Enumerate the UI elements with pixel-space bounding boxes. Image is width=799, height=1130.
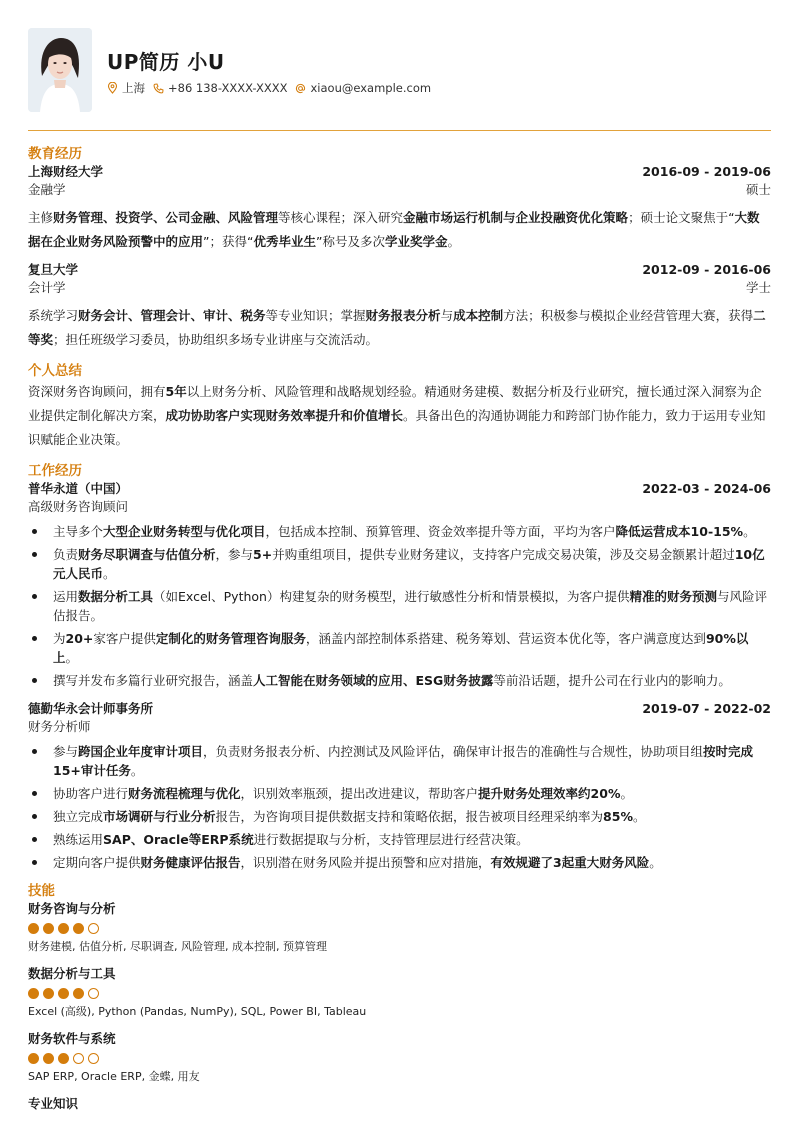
skill-description: SAP ERP, Oracle ERP, 金蝶, 用友 xyxy=(28,1070,200,1083)
school-name: 复旦大学 xyxy=(28,262,79,277)
company-name: 德勤华永会计师事务所 xyxy=(28,701,154,716)
skill-level-rating xyxy=(28,923,771,934)
header-divider xyxy=(28,130,771,131)
education-entry xyxy=(28,261,771,352)
education-description: 主修财务管理、投资学、公司金融、风险管理等核心课程；深入研究金融市场运行机制与企业投融资优化策略；硕士论文聚焦于“大数据在企业财务风险预警中的应用”；获得“优秀毕业生”称号及多次学业奖学金。 xyxy=(28,210,760,249)
list-item: 负责财务尽职调查与估值分析，参与5+并购重组项目，提供专业财务建议，支持客户完成交易决策，涉及交易金额累计超过10亿元人民币。 xyxy=(28,545,771,583)
skill-item xyxy=(28,1095,771,1113)
skill-level-rating xyxy=(28,1053,771,1064)
avatar xyxy=(28,28,92,112)
list-item: 定期向客户提供财务健康评估报告，识别潜在财务风险并提出预警和应对措施，有效规避了3起重大财务风险。 xyxy=(28,853,771,872)
location-text: 上海 xyxy=(122,81,145,95)
contact-info xyxy=(107,80,431,96)
rating-dot-filled xyxy=(58,988,69,999)
location-item xyxy=(107,80,145,96)
rating-dot-filled xyxy=(58,1053,69,1064)
list-item: 撰写并发布多篇行业研究报告，涵盖人工智能在财务领域的应用、ESG财务披露等前沿话题，提升公司在行业内的影响力。 xyxy=(28,671,771,690)
skill-level-rating xyxy=(28,988,771,999)
list-item: 为20+家客户提供定制化的财务管理咨询服务，涵盖内部控制体系搭建、税务筹划、营运资本优化等，客户满意度达到90%以上。 xyxy=(28,629,771,667)
rating-dot-empty xyxy=(88,988,99,999)
portrait-image xyxy=(28,28,92,112)
phone-item xyxy=(153,81,287,95)
rating-dot-filled xyxy=(73,988,84,999)
skill-description: Excel (高级), Python (Pandas, NumPy), SQL, Power BI, Tableau xyxy=(28,1005,367,1018)
list-item: 参与跨国企业年度审计项目，负责财务报表分析、内控测试及风险评估，确保审计报告的准确性与合规性，协助项目组按时完成15+审计任务。 xyxy=(28,742,771,780)
candidate-name: UP简历 小U xyxy=(107,50,225,74)
phone-text: +86 138-XXXX-XXXX xyxy=(168,81,288,95)
section-title-skills: 技能 xyxy=(28,883,55,899)
rating-dot-empty xyxy=(88,1053,99,1064)
skill-name: 数据分析与工具 xyxy=(28,966,116,981)
job-title: 财务分析师 xyxy=(28,719,91,734)
rating-dot-filled xyxy=(28,923,39,934)
summary-text: 资深财务咨询顾问，拥有5年以上财务分析、风险管理和战略规划经验。精通财务建模、数据分析及行业研究，擅长通过深入洞察为企业提供定制化解决方案，成功协助客户实现财务效率提升和价值增长。具备出色的沟通协调能力和跨部门协作能力，致力于运用专业知识赋能企业决策。 xyxy=(28,384,766,447)
job-title: 高级财务咨询顾问 xyxy=(28,499,129,514)
skill-item xyxy=(28,900,771,955)
list-item: 主导多个大型企业财务转型与优化项目，包括成本控制、预算管理、资金效率提升等方面，平均为客户降低运营成本10-15%。 xyxy=(28,522,771,541)
rating-dot-empty xyxy=(88,923,99,934)
rating-dot-filled xyxy=(43,1053,54,1064)
at-sign-icon xyxy=(295,83,306,94)
rating-dot-filled xyxy=(58,923,69,934)
skill-item xyxy=(28,1030,771,1085)
major: 会计学 xyxy=(28,280,66,295)
work-bullets xyxy=(28,742,771,872)
rating-dot-filled xyxy=(28,988,39,999)
list-item: 独立完成市场调研与行业分析报告，为咨询项目提供数据支持和策略依据，报告被项目经理采纳率为85%。 xyxy=(28,807,771,826)
rating-dot-filled xyxy=(73,923,84,934)
skill-description: 财务建模, 估值分析, 尽职调查, 风险管理, 成本控制, 预算管理 xyxy=(28,940,327,953)
school-name: 上海财经大学 xyxy=(28,164,104,179)
skill-name: 财务软件与系统 xyxy=(28,1031,116,1046)
date-range: 2019-07 - 2022-02 xyxy=(642,701,771,716)
work-entry xyxy=(28,480,771,690)
company-name: 普华永道（中国） xyxy=(28,481,129,496)
skill-name: 专业知识 xyxy=(28,1096,79,1111)
date-range: 2012-09 - 2016-06 xyxy=(642,262,771,277)
section-title-work: 工作经历 xyxy=(28,463,82,479)
resume-content xyxy=(28,145,771,1113)
date-range: 2016-09 - 2019-06 xyxy=(642,164,771,179)
email-text: xiaou@example.com xyxy=(310,81,432,95)
list-item: 运用数据分析工具（如Excel、Python）构建复杂的财务模型，进行敏感性分析和情景模拟，为客户提供精准的财务预测与风险评估报告。 xyxy=(28,587,771,625)
degree: 学士 xyxy=(745,280,771,295)
degree: 硕士 xyxy=(745,182,771,197)
map-pin-icon xyxy=(107,82,118,94)
major: 金融学 xyxy=(28,182,66,197)
work-bullets xyxy=(28,522,771,690)
education-description: 系统学习财务会计、管理会计、审计、税务等专业知识；掌握财务报表分析与成本控制方法；积极参与模拟企业经营管理大赛，获得二等奖；担任班级学习委员，协助组织多场专业讲座与交流活动。 xyxy=(28,308,766,347)
phone-icon xyxy=(153,83,164,94)
email-item xyxy=(295,81,431,95)
section-title-summary: 个人总结 xyxy=(28,363,82,379)
list-item: 协助客户进行财务流程梳理与优化，识别效率瓶颈，提出改进建议，帮助客户提升财务处理效率约20%。 xyxy=(28,784,771,803)
work-entry xyxy=(28,700,771,872)
section-title-education: 教育经历 xyxy=(28,146,82,162)
rating-dot-filled xyxy=(28,1053,39,1064)
list-item: 熟练运用SAP、Oracle等ERP系统进行数据提取与分析，支持管理层进行经营决策。 xyxy=(28,830,771,849)
skill-name: 财务咨询与分析 xyxy=(28,901,116,916)
skill-item xyxy=(28,965,771,1020)
rating-dot-empty xyxy=(73,1053,84,1064)
education-entry xyxy=(28,163,771,254)
date-range: 2022-03 - 2024-06 xyxy=(642,481,771,496)
rating-dot-filled xyxy=(43,988,54,999)
rating-dot-filled xyxy=(43,923,54,934)
